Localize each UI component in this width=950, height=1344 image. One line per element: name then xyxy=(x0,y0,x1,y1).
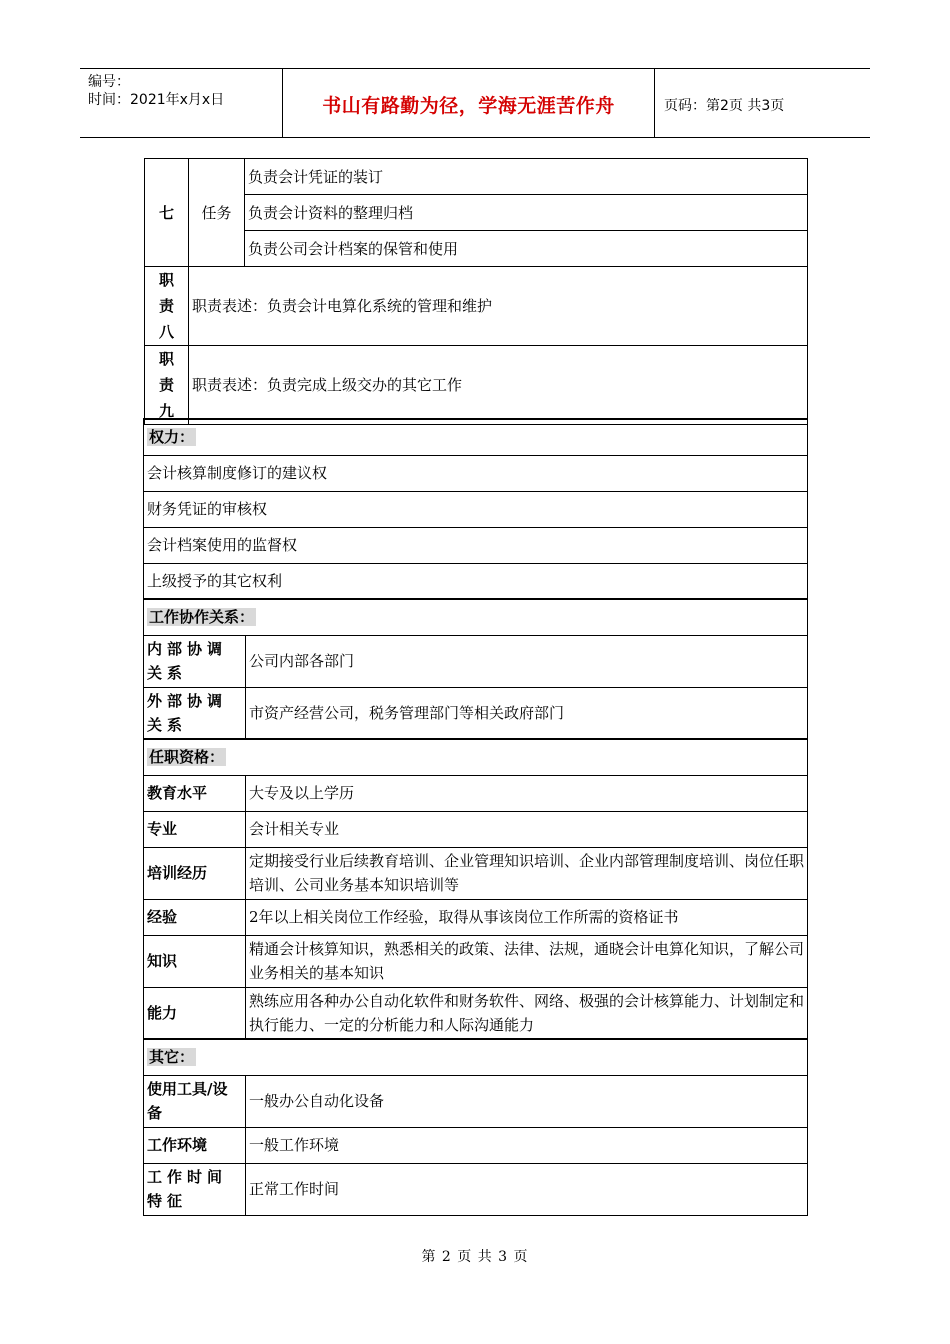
section-title-authority: 权力： xyxy=(144,419,808,455)
other-value: 正常工作时间 xyxy=(246,1163,808,1215)
authority-item: 财务凭证的审核权 xyxy=(144,491,808,527)
qualification-value: 会计相关专业 xyxy=(246,811,808,847)
relation-label: 内部协调关系 xyxy=(144,635,246,687)
other-value: 一般办公自动化设备 xyxy=(246,1075,808,1127)
duty-description: 职责表述：负责完成上级交办的其它工作 xyxy=(189,346,808,425)
qualification-value: 精通会计核算知识，熟悉相关的政策、法律、法规，通晓会计电算化知识，了解公司业务相关的基本知识 xyxy=(246,935,808,987)
qualification-value: 2年以上相关岗位工作经验，取得从事该岗位工作所需的资格证书 xyxy=(246,899,808,935)
other-value: 一般工作环境 xyxy=(246,1127,808,1163)
qualification-label: 专业 xyxy=(144,811,246,847)
header-divider xyxy=(654,69,655,137)
duty-task: 负责公司会计档案的保管和使用 xyxy=(245,231,808,267)
qualification-value: 大专及以上学历 xyxy=(246,775,808,811)
section-title-qualifications: 任职资格： xyxy=(144,739,808,775)
header-page-number: 页码：第2页 共3页 xyxy=(664,98,785,114)
duties-table xyxy=(144,158,808,425)
duty-category: 任务 xyxy=(189,159,245,267)
document-number-label: 编号： xyxy=(88,74,130,90)
section-title-other: 其它： xyxy=(144,1039,808,1075)
qualification-label: 知识 xyxy=(144,935,246,987)
duty-description: 职责表述：负责会计电算化系统的管理和维护 xyxy=(189,267,808,346)
authority-item: 会计档案使用的监督权 xyxy=(144,527,808,563)
qualification-label: 能力 xyxy=(144,987,246,1039)
authority-item: 上级授予的其它权利 xyxy=(144,563,808,599)
authority-item: 会计核算制度修订的建议权 xyxy=(144,455,808,491)
duty-number: 七 xyxy=(145,159,189,267)
qualification-label: 经验 xyxy=(144,899,246,935)
document-time-label: 时间：2021年x月x日 xyxy=(88,92,225,108)
page-header xyxy=(80,68,870,138)
header-motto: 书山有路勤为径，学海无涯苦作舟 xyxy=(322,95,615,117)
header-meta xyxy=(88,73,224,109)
qualification-label: 教育水平 xyxy=(144,775,246,811)
qualification-value: 定期接受行业后续教育培训、企业管理知识培训、企业内部管理制度培训、岗位任职培训、公司业务基本知识培训等 xyxy=(246,847,808,899)
duty-task: 负责会计凭证的装订 xyxy=(245,159,808,195)
duty-label: 职 责 八 xyxy=(145,267,189,346)
page-footer: 第 2 页 共 3 页 xyxy=(421,1249,529,1265)
relation-value: 市资产经营公司，税务管理部门等相关政府部门 xyxy=(246,687,808,739)
job-description-table xyxy=(143,418,808,1216)
other-label: 工作时间特征 xyxy=(144,1163,246,1215)
duty-task: 负责会计资料的整理归档 xyxy=(245,195,808,231)
relation-value: 公司内部各部门 xyxy=(246,635,808,687)
relation-label: 外部协调关系 xyxy=(144,687,246,739)
other-label: 工作环境 xyxy=(144,1127,246,1163)
other-label: 使用工具/设备 xyxy=(144,1075,246,1127)
duty-label: 职 责 九 xyxy=(145,346,189,425)
qualification-label: 培训经历 xyxy=(144,847,246,899)
section-title-relations: 工作协作关系： xyxy=(144,599,808,635)
qualification-value: 熟练应用各种办公自动化软件和财务软件、网络、极强的会计核算能力、计划制定和执行能力、一定的分析能力和人际沟通能力 xyxy=(246,987,808,1039)
